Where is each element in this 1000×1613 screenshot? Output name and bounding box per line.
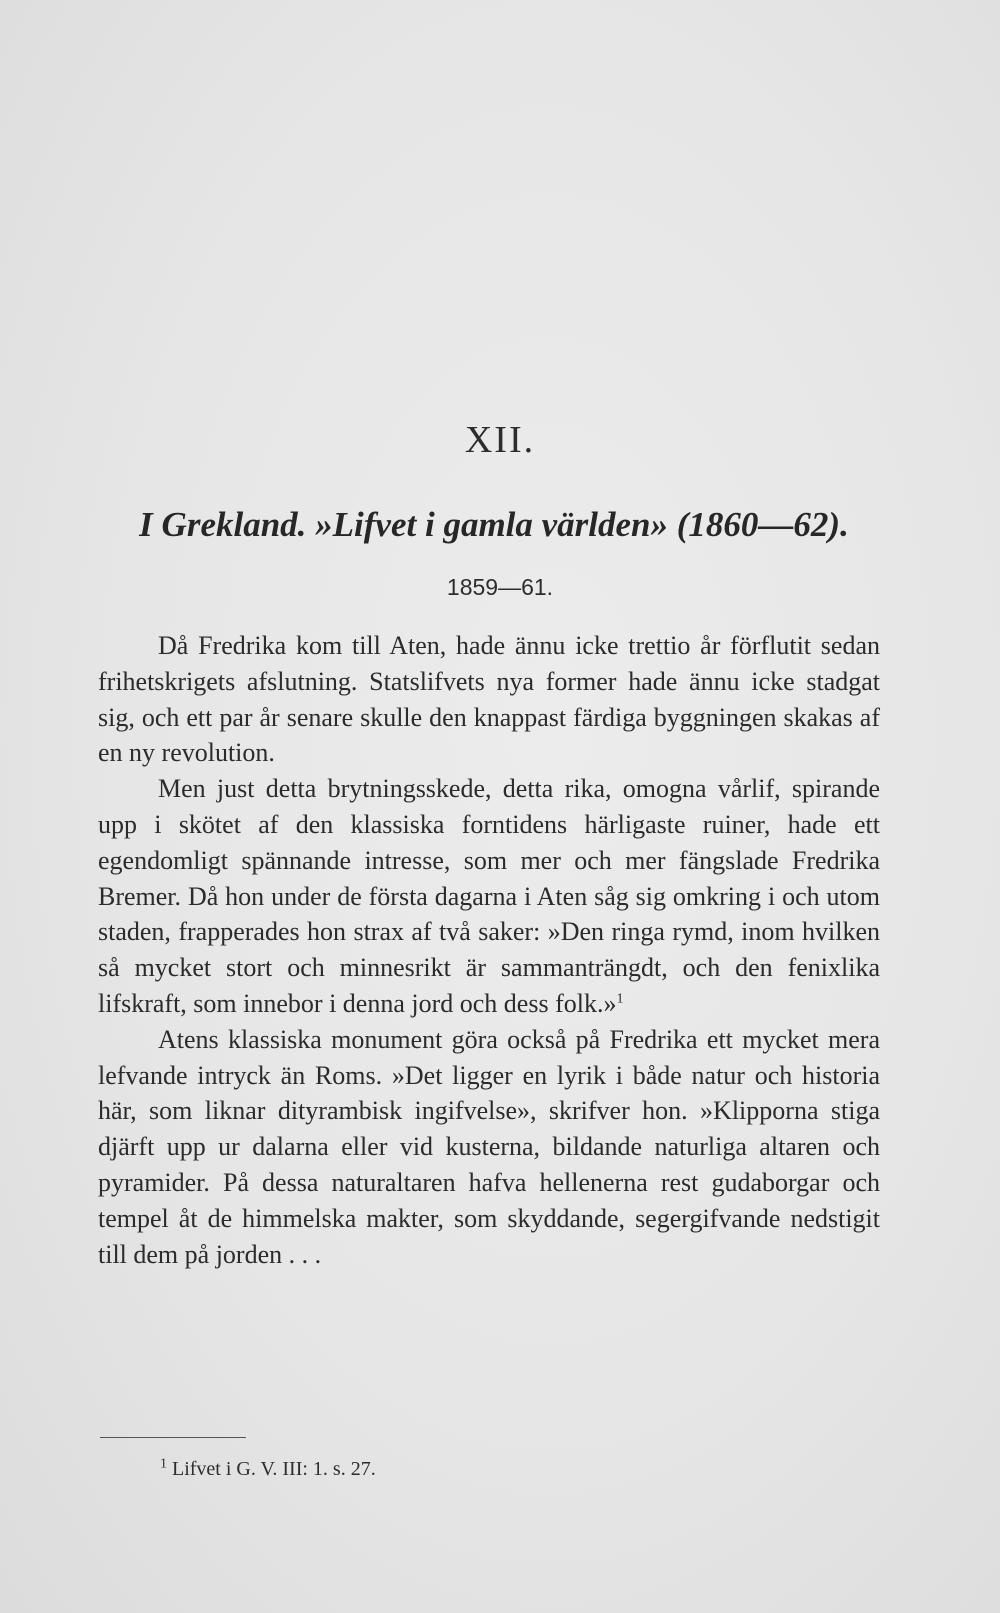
- chapter-number: XII.: [464, 419, 536, 461]
- footnote-reference[interactable]: 1: [616, 991, 624, 1007]
- paragraph-text: Men just detta brytningsskede, detta rika, omogna vårlif, spirande upp i skötet af den klassiska forntidens härligaste ruiner, hade ett egendomligt spännande intresse, som mer och mer fängslade Fredrika Bremer. Då hon under de första dagarna i Aten såg sig omkring i och utom staden, frapperades hon strax af två saker: »Den ringa rymd, inom hvilken så mycket stort och minnesrikt är sammanträngdt, och den fenixlika lifskraft, som innebor i denna jord och dess folk.»: [98, 774, 880, 1018]
- paragraph: [98, 771, 880, 1022]
- footnote-mark: 1: [160, 1456, 167, 1472]
- chapter-title: I Grekland. »Lifvet i gamla världen» (1860—62).: [139, 505, 849, 544]
- paragraph-text: Då Fredrika kom till Aten, hade ännu icke trettio år förflutit sedan frihetskrigets afslutning. Statslifvets nya former hade ännu icke stadgat sig, och ett par år senare skulle den knappast färdiga byggningen skakas af en ny revolution.: [98, 631, 880, 768]
- paragraph: [98, 1022, 880, 1273]
- chapter-years: 1859—61.: [446, 574, 554, 600]
- footnote-divider: [100, 1437, 246, 1438]
- paragraph: [98, 628, 880, 771]
- footnote-text: Lifvet i G. V. III: 1. s. 27.: [172, 1458, 376, 1480]
- body-text: [98, 628, 880, 1272]
- footnote: [160, 1458, 376, 1481]
- paragraph-text: Atens klassiska monument göra också på Fredrika ett mycket mera lefvande intryck än Roms. »Det ligger en lyrik i både natur och historia här, som liknar dityrambisk ingifvelse», skrifver hon. »Klipporna stiga djärft upp ur dalarna eller vid kusterna, bildande naturliga altaren och pyramider. På dessa naturaltaren hafva hellenerna rest gudaborgar och tempel åt de himmelska makter, som skyddande, segergifvande nedstigit till dem på jorden . . .: [98, 1024, 880, 1269]
